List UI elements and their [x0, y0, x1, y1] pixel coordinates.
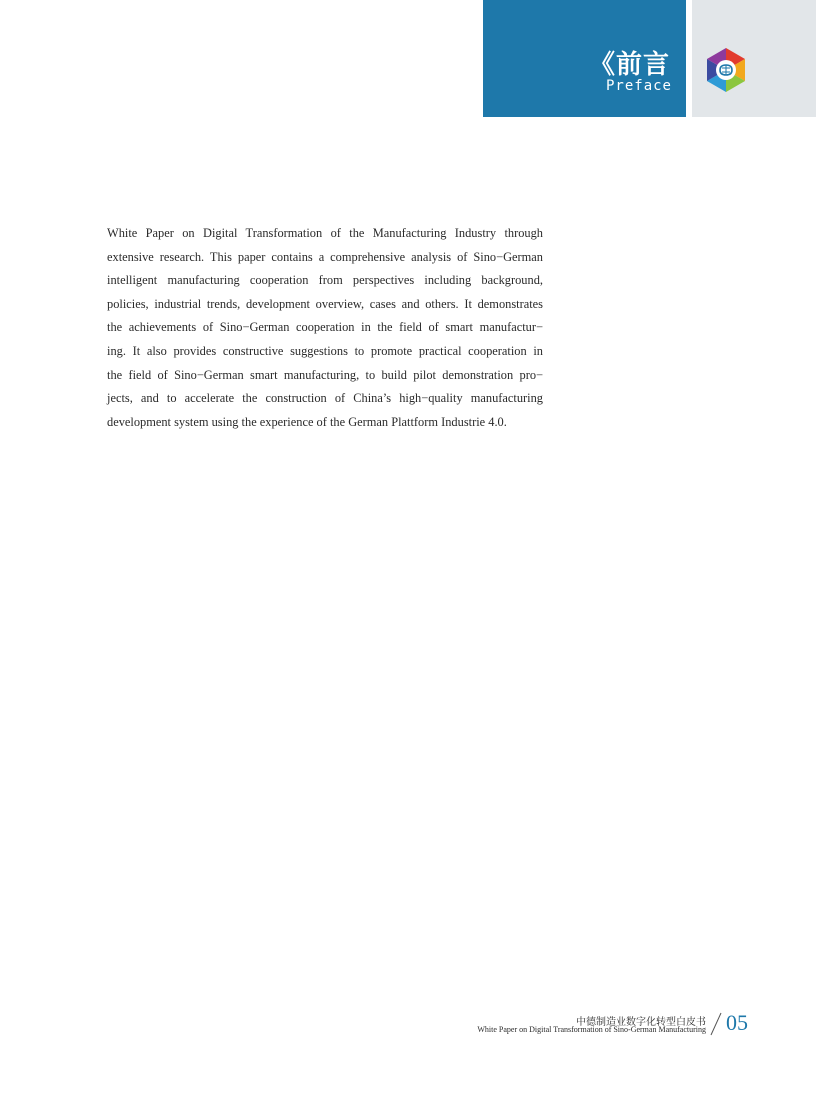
body-line: ing. It also provides constructive suggestions to promote practical cooperation in — [107, 343, 543, 358]
section-subtitle: Preface — [605, 78, 672, 94]
body-line: White Paper on Digital Transformation of the Manufacturing Industry through — [107, 226, 543, 240]
footer-title-cn: 中德制造业数字化转型白皮书 — [576, 1017, 706, 1028]
body-line: the field of Sino−German smart manufacturing, to build pilot demonstration pro− — [107, 367, 543, 382]
preface-body — [107, 222, 543, 434]
body-line: policies, industrial trends, development overview, cases and others. It demonstrates — [107, 296, 543, 311]
page-number: 05 — [726, 1010, 748, 1035]
body-line: jects, and to accelerate the construction of China’s high−quality manufacturing — [107, 391, 543, 406]
footer-divider — [710, 1012, 722, 1036]
hexagon-brain-logo-icon — [702, 46, 750, 94]
footer-title-en: White Paper on Digital Transformation of Sino-German Manufacturing — [477, 1025, 706, 1034]
body-line: intelligent manufacturing cooperation from perspectives including background, — [107, 273, 543, 288]
section-title: 《前言 — [588, 50, 670, 80]
body-line: extensive research. This paper contains a comprehensive analysis of Sino−German — [107, 249, 543, 264]
body-line: development system using the experience of the German Plattform Industrie 4.0. — [107, 414, 507, 429]
body-line: the achievements of Sino−German cooperation in the field of smart manufactur− — [107, 320, 543, 335]
header-blue-panel — [483, 0, 686, 117]
